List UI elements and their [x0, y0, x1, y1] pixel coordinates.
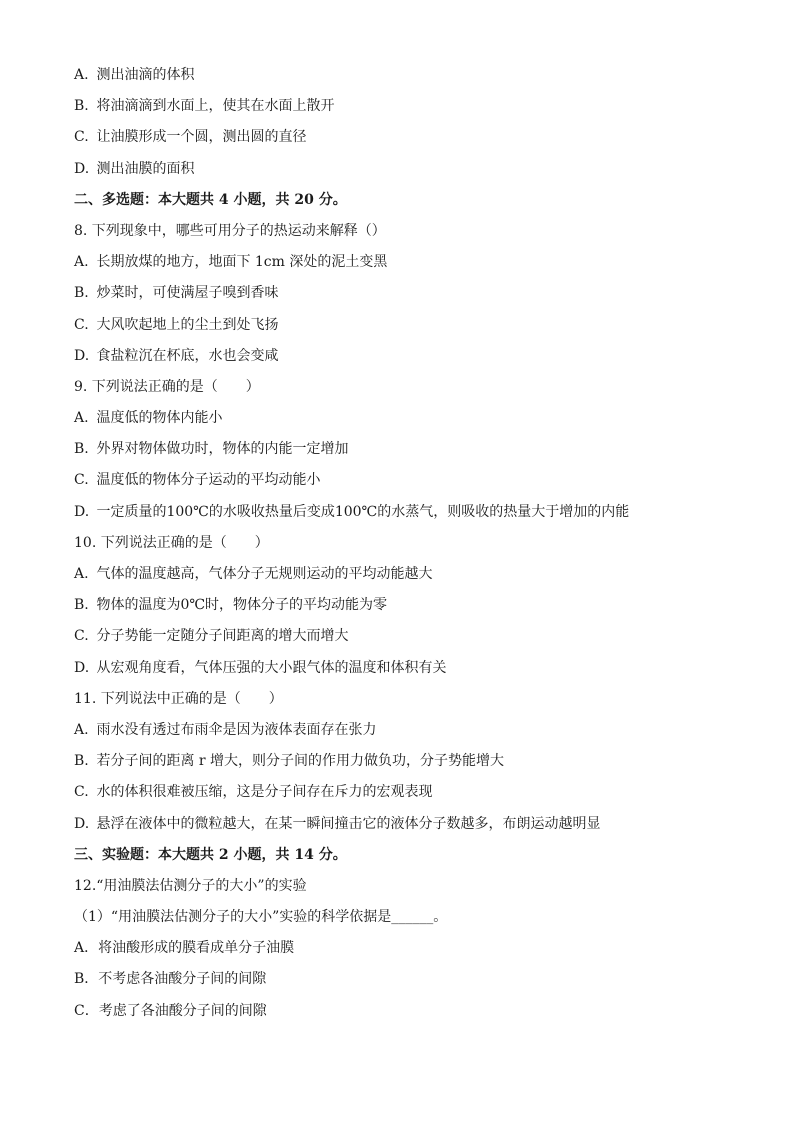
option-label: C. — [74, 472, 89, 489]
option-label: C. — [74, 129, 89, 146]
q12-sub1: （1）“用油膜法估测分子的大小”实验的科学依据是______。 — [74, 909, 448, 926]
option-label: D. — [74, 659, 90, 676]
q9-option-c — [74, 465, 734, 496]
option-text: 测出油膜的面积 — [96, 160, 195, 177]
q8-option-d — [74, 341, 734, 372]
option-text: 考虑了各油酸分子间的间隙 — [98, 1002, 267, 1019]
option-text: 气体的温度越高，气体分子无规则运动的平均动能越大 — [96, 566, 433, 582]
option-label: A. — [74, 254, 89, 271]
q7-option-a — [74, 60, 734, 91]
option-label: B. — [74, 753, 89, 770]
option-text: 不考虑各油酸分子间的间隙 — [98, 971, 267, 988]
q7-option-b — [74, 91, 734, 122]
option-label: A. — [74, 721, 89, 738]
option-label: D. — [74, 347, 90, 364]
option-label: A. — [74, 566, 89, 582]
option-text: 食盐粒沉在杯底，水也会变咸 — [96, 347, 279, 364]
q12-option-a — [74, 933, 734, 964]
q12-stem: 12.“用油膜法估测分子的大小”的实验 — [74, 877, 307, 894]
q11-option-c — [74, 777, 734, 808]
option-text: 让油膜形成一个圆，测出圆的直径 — [96, 129, 307, 146]
q10-option-c — [74, 621, 734, 652]
option-text: 温度低的物体分子运动的平均动能小 — [96, 472, 321, 489]
option-label: B. — [74, 441, 89, 458]
section3-heading: 三、实验题：本大题共 2 小题，共 14 分。 — [74, 846, 347, 863]
q8-option-a — [74, 247, 734, 278]
q11-option-a — [74, 715, 734, 746]
option-text: 将油酸形成的膜看成单分子油膜 — [98, 940, 295, 957]
q9-option-d — [74, 497, 734, 528]
q10-option-d — [74, 653, 734, 684]
option-label: B. — [74, 285, 89, 302]
q11-option-b — [74, 746, 734, 777]
option-label: A. — [74, 67, 89, 83]
q10-stem: 10. 下列说法正确的是（ ） — [74, 534, 269, 551]
q10-option-b — [74, 590, 734, 621]
option-label: A. — [74, 410, 89, 427]
option-text: 物体的温度为0℃时，物体分子的平均动能为零 — [96, 597, 388, 614]
option-label: C. — [74, 316, 89, 333]
q7-option-d — [74, 154, 734, 185]
q12-option-b — [74, 964, 734, 995]
option-text: 分子势能一定随分子间距离的增大而增大 — [96, 628, 349, 645]
q11-stem: 11. 下列说法中正确的是（ ） — [74, 690, 283, 707]
q11-option-d — [74, 809, 734, 840]
option-text: 炒菜时，可使满屋子嗅到香味 — [96, 285, 279, 302]
option-label: D. — [74, 815, 90, 832]
q8-stem: 8. 下列现象中，哪些可用分子的热运动来解释（） — [74, 222, 386, 239]
option-text: 雨水没有透过布雨伞是因为液体表面存在张力 — [96, 721, 377, 738]
option-label: B. — [74, 597, 89, 614]
q7-option-c — [74, 122, 734, 153]
option-text: 若分子间的距离 r 增大，则分子间的作用力做负功，分子势能增大 — [96, 753, 505, 770]
section2-heading: 二、多选题：本大题共 4 小题，共 20 分。 — [74, 191, 347, 208]
exam-content — [74, 60, 734, 1027]
q10-option-a — [74, 559, 734, 590]
option-text: 温度低的物体内能小 — [96, 410, 223, 427]
option-label: C. — [74, 784, 89, 801]
option-text: 长期放煤的地方，地面下 1cm 深处的泥土变黑 — [96, 254, 388, 271]
option-text: 将油滴滴到水面上，使其在水面上散开 — [96, 98, 335, 115]
option-text: 外界对物体做功时，物体的内能一定增加 — [96, 441, 349, 458]
q8-option-c — [74, 310, 734, 341]
option-text: 悬浮在液体中的微粒越大，在某一瞬间撞击它的液体分子数越多，布朗运动越明显 — [96, 815, 601, 832]
option-text: 水的体积很难被压缩，这是分子间存在斥力的宏观表现 — [96, 784, 433, 801]
q8-option-b — [74, 278, 734, 309]
q9-stem: 9. 下列说法正确的是（ ） — [74, 378, 260, 395]
option-label: B. — [74, 98, 89, 115]
option-text: 一定质量的100℃的水吸收热量后变成100℃的水蒸气，则吸收的热量大于增加的内能 — [96, 503, 630, 520]
option-label: B． — [74, 971, 99, 988]
option-label: D. — [74, 503, 90, 520]
option-text: 测出油滴的体积 — [96, 67, 195, 83]
option-text: 从宏观角度看，气体压强的大小跟气体的温度和体积有关 — [96, 659, 447, 676]
option-label: C． — [74, 1002, 99, 1019]
q9-option-b — [74, 434, 734, 465]
option-label: C. — [74, 628, 89, 645]
option-label: D. — [74, 160, 90, 177]
q12-option-c — [74, 996, 734, 1027]
option-text: 大风吹起地上的尘土到处飞扬 — [96, 316, 279, 333]
option-label: A． — [74, 940, 99, 957]
q9-option-a — [74, 403, 734, 434]
